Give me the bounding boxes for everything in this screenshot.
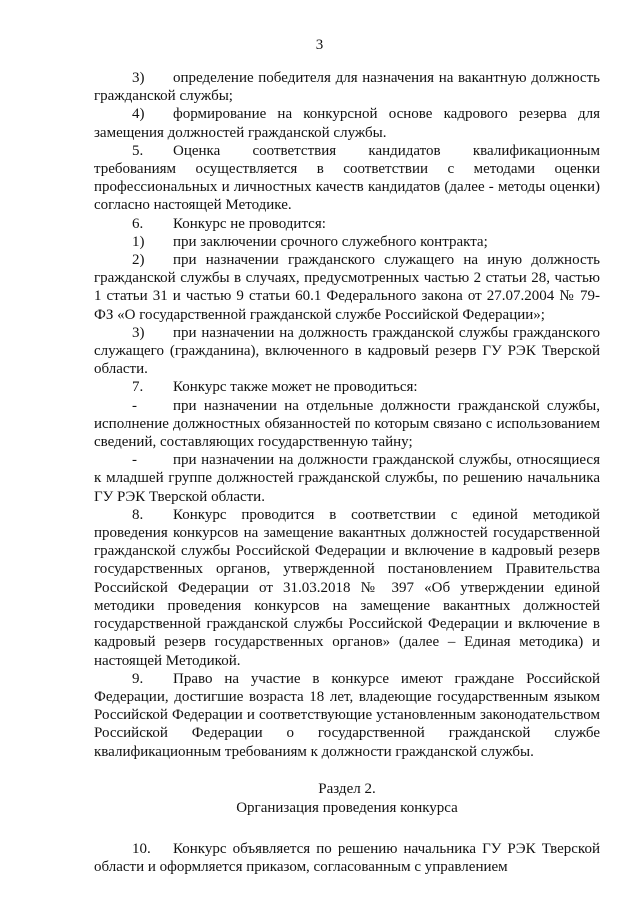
paragraph [94, 378, 600, 396]
paragraph-text: при назначении на отдельные должности гражданской службы, исполнение должностных обязанностей по которым связано с использованием сведений, составляющих государственную тайну; [94, 397, 600, 451]
paragraph-number: 1) [132, 233, 145, 250]
paragraph-number: - [132, 452, 137, 469]
paragraph [94, 105, 600, 141]
paragraph-list-after [94, 840, 600, 876]
paragraph [94, 840, 600, 876]
paragraph-number: 10. [132, 840, 151, 857]
paragraph [94, 670, 600, 761]
paragraph-number: 7. [132, 379, 144, 396]
section-heading [94, 780, 600, 818]
paragraph [94, 506, 600, 670]
paragraph-text: Право на участие в конкурсе имеют граждане Российской Федерации, достигшие возраста 18 лет, владеющие государственным языком Российской Федерации и соответствующие установленным законодательством Российской Федерации о государственной гражданской службе квалификационным требованиям к должности гражданской службы. [94, 670, 600, 760]
paragraph-number: 5. [132, 142, 144, 159]
paragraph-text: формирование на конкурсной основе кадрового резерва для замещения должностей гражданской службы. [94, 106, 600, 141]
paragraph-text: Конкурс не проводится: [173, 215, 326, 232]
paragraph-text: при заключении срочного служебного контракта; [173, 233, 488, 250]
paragraph [94, 251, 600, 324]
page-number: 3 [315, 37, 324, 53]
paragraph [94, 324, 600, 379]
paragraph [94, 233, 600, 251]
paragraph-text: при назначении на должность гражданской службы гражданского служащего (гражданина), включенного в кадровый резерв ГУ РЭК Тверской области. [94, 324, 600, 378]
paragraph [94, 69, 600, 105]
section-subtitle: Организация проведения конкурса [236, 799, 458, 816]
paragraph-text: Конкурс объявляется по решению начальника ГУ РЭК Тверской области и оформляется приказом, согласованным с управлением [94, 840, 600, 875]
paragraph [94, 142, 600, 215]
paragraph [94, 215, 600, 233]
paragraph-text: Конкурс проводится в соответствии с единой методикой проведения конкурсов на замещение вакантных должностей государственной гражданской службы Российской Федерации и включение в кадровый резерв государственных органов, утвержденной постановлением Правительства Российской Федерации от 31.03.2018 № 397 «Об утверждении единой методики проведения конкурсов на замещение вакантных должностей государственной гражданской службы Российской Федерации и включение в кадровый резерв государственных органов» (далее – Единая методика) и настоящей Методикой. [94, 506, 600, 669]
paragraph-text: Конкурс также может не проводиться: [173, 379, 418, 396]
paragraph-text: при назначении гражданского служащего на иную должность гражданской службы в случаях, предусмотренных частью 2 статьи 28, частью 1 статьи 31 и частью 9 статьи 60.1 Федерального закона от 27.07.2004 № 79-ФЗ «О государственной гражданской службе Российской Федерации»; [94, 252, 600, 323]
paragraph-text: при назначении на должности гражданской службы, относящиеся к младшей группе должностей гражданской службы, по решению начальника ГУ РЭК Тверской области. [94, 452, 600, 505]
paragraph-number: 4) [132, 106, 145, 123]
section-title: Раздел 2. [318, 780, 376, 797]
paragraph-text: определение победителя для назначения на вакантную должность гражданской службы; [94, 70, 600, 105]
paragraph-number: 3) [132, 324, 145, 341]
paragraph-number: 8. [132, 506, 144, 523]
paragraph-list [94, 69, 600, 761]
paragraph [94, 397, 600, 452]
paragraph-number: 3) [132, 70, 145, 86]
paragraph-number: 6. [132, 215, 144, 232]
paragraph-text: Оценка соответствия кандидатов квалификационным требованиям осуществляется в соответствии с методами оценки профессиональных и личностных качеств кандидатов (далее - методы оценки) согласно настоящей Методике. [94, 142, 600, 214]
paragraph-number: 2) [132, 252, 145, 269]
document-body [94, 69, 600, 876]
paragraph [94, 451, 600, 506]
paragraph-number: 9. [132, 670, 144, 687]
paragraph-number: - [132, 397, 137, 414]
